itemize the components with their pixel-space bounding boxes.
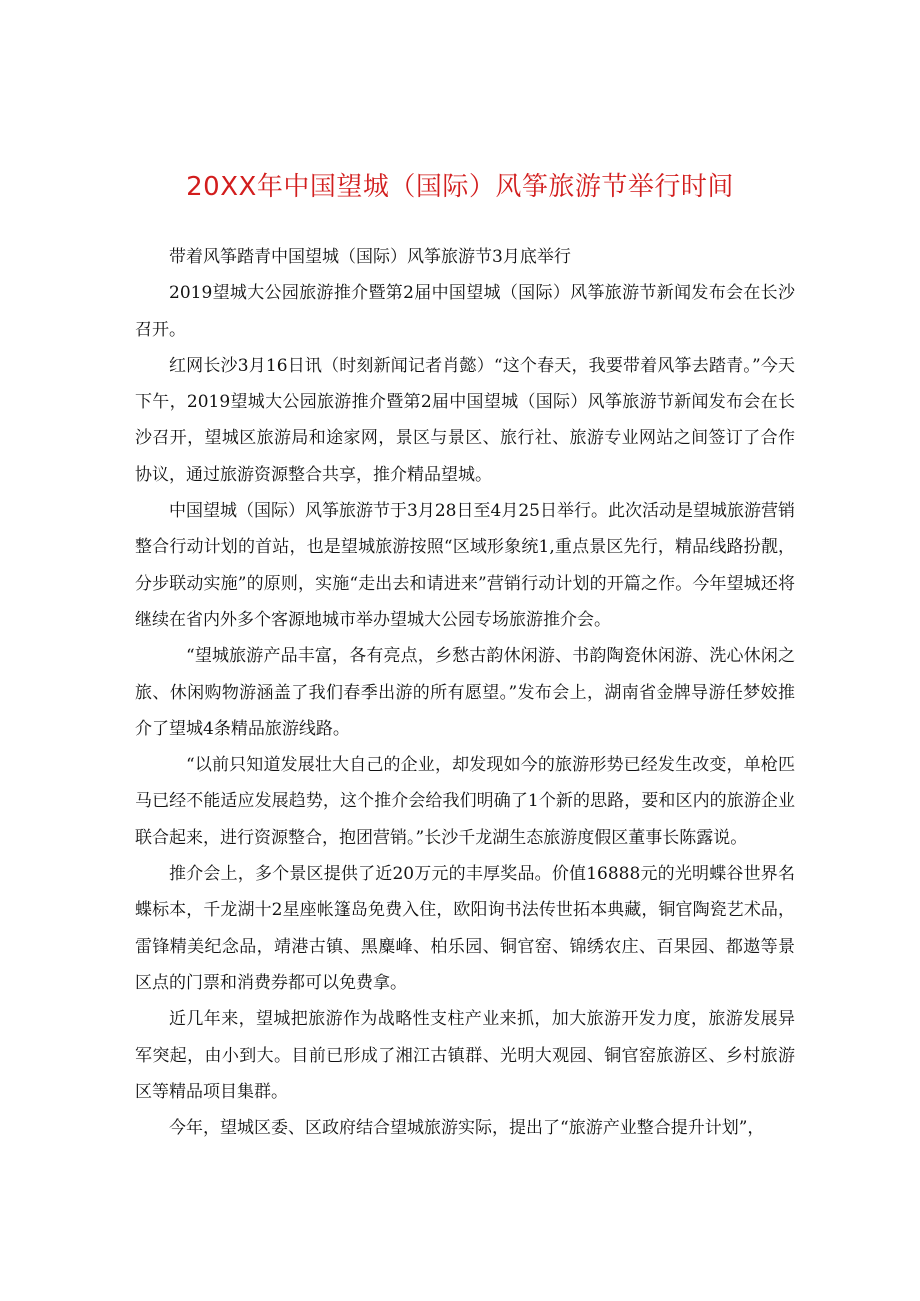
document-title: 20XX年中国望城（国际）风筝旅游节举行时间 — [186, 172, 734, 202]
paragraph-festival-dates: 中国望城（国际）风筝旅游节于3月28日至4月25日举行。此次活动是望城旅游营销整合行动计划的首站，也是望城旅游按照“区域形象统1,重点景区先行，精品线路扮靓，分步联动实施”的原则，实施“走出去和请进来”营销行动计划的开篇之作。今年望城还将继续在省内外多个客源地城市举办望城大公园专场旅游推介会。 — [135, 501, 795, 630]
paragraph-prizes: 推介会上，多个景区提供了近20万元的丰厚奖品。价值16888元的光明蝶谷世界名蝶标本，千龙湖十2星座帐篷岛免费入住，欧阳询书法传世拓本典藏，铜官陶瓷艺术品，雷锋精美纪念品，靖港古镇、黑麋峰、柏乐园、铜官窑、锦绣农庄、百果园、都遨等景区点的门票和消费券都可以免费拿。 — [135, 864, 795, 993]
document-body — [135, 239, 795, 1146]
paragraph-this-year: 今年，望城区委、区政府结合望城旅游实际，提出了“旅游产业整合提升计划”， — [169, 1118, 765, 1139]
paragraph-development: 近几年来，望城把旅游作为战略性支柱产业来抓，加大旅游开发力度，旅游发展异军突起，由小到大。目前已形成了湘江古镇群、光明大观园、铜官窑旅游区、乡村旅游区等精品项目集群。 — [135, 1009, 795, 1102]
paragraph-press-conference: 2019望城大公园旅游推介暨第2届中国望城（国际）风筝旅游节新闻发布会在长沙召开。 — [135, 283, 795, 340]
paragraph-news-report: 红网长沙3月16日讯（时刻新闻记者肖懿）“这个春天，我要带着风筝去踏青。”今天下午，2019望城大公园旅游推介暨第2届中国望城（国际）风筝旅游节新闻发布会在长沙召开，望城区旅游局和途家网，景区与景区、旅行社、旅游专业网站之间签订了合作协议，通过旅游资源整合共享，推介精品望城。 — [135, 355, 795, 485]
paragraph-enterprise-quote: “以前只知道发展壮大自己的企业，却发现如今的旅游形势已经发生改变，单枪匹马已经不能适应发展趋势，这个推介会给我们明确了1个新的思路，要和区内的旅游企业联合起来，进行资源整合，抱团营销。”长沙千龙湖生态旅游度假区董事长陈露说。 — [135, 755, 795, 848]
paragraph-subheading: 带着风筝踏青中国望城（国际）风筝旅游节3月底举行 — [169, 247, 571, 267]
paragraph-tour-products: “望城旅游产品丰富，各有亮点，乡愁古韵休闲游、书韵陶瓷休闲游、洗心休闲之旅、休闲购物游涵盖了我们春季出游的所有愿望。”发布会上，湖南省金牌导游任梦姣推介了望城4条精品旅游线路。 — [135, 646, 795, 739]
